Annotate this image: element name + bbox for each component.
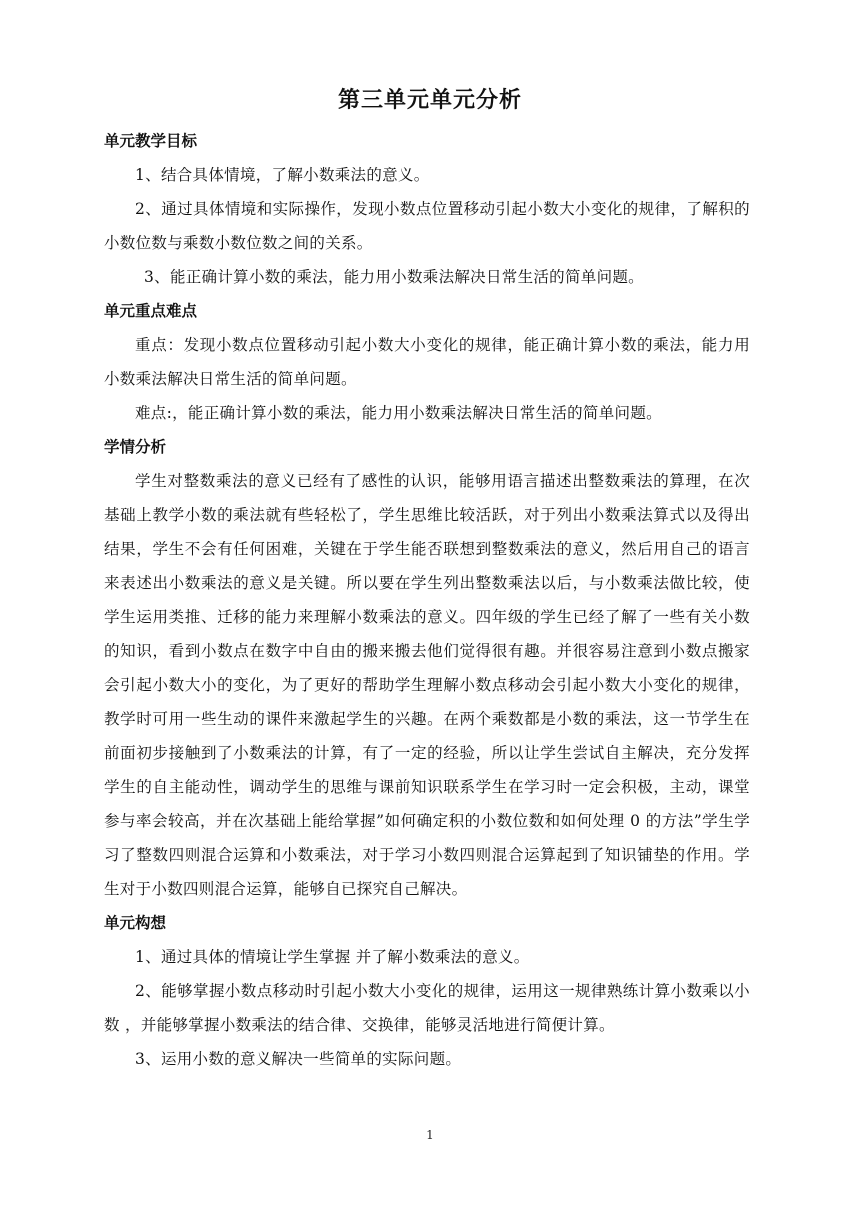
document-body (104, 124, 750, 1076)
document-title: 第三单元单元分析 (337, 88, 522, 113)
section-heading-teaching-goals: 单元教学目标 (104, 132, 198, 150)
key-points-paragraph: 重点：发现小数点位置移动引起小数大小变化的规律，能正确计算小数的乘法，能力用小数乘法解决日常生活的简单问题。 (104, 336, 750, 388)
section-heading-student-analysis: 学情分析 (104, 438, 167, 456)
plan-paragraph-2: 2、能够掌握小数点移动时引起小数大小变化的规律，运用这一规律熟练计算小数乘以小数 ，并能够掌握小数乘法的结合律、交换律，能够灵活地进行简便计算。 (104, 982, 750, 1034)
student-analysis-paragraph: 学生对整数乘法的意义已经有了感性的认识，能够用语言描述出整数乘法的算理，在次基础上教学小数的乘法就有些轻松了，学生思维比较活跃，对于列出小数乘法算式以及得出结果，学生不会有任何困难，关键在于学生能否联想到整数乘法的意义，然后用自己的语言来表述出小数乘法的意义是关键。所以要在学生列出整数乘法以后，与小数乘法做比较，使学生运用类推、迁移的能力来理解小数乘法的意义。四年级的学生已经了解了一些有关小数的知识，看到小数点在数字中自由的搬来搬去他们觉得很有趣。并很容易注意到小数点搬家会引起小数大小的变化，为了更好的帮助学生理解小数点移动会引起小数大小变化的规律，教学时可用一些生动的课件来激起学生的兴趣。在两个乘数都是小数的乘法，这一节学生在前面初步接触到了小数乘法的计算，有了一定的经验，所以让学生尝试自主解决，充分发挥学生的自主能动性，调动学生的思维与课前知识联系学生在学习时一定会积极，主动，课堂参与率会较高，并在次基础上能给掌握”如何确定积的小数位数和如何处理 0 的方法”学生学习了整数四则混合运算和小数乘法，对于学习小数四则混合运算起到了知识铺垫的作用。学生对于小数四则混合运算，能够自已探究自己解决。 (104, 472, 750, 898)
goal-paragraph-1: 1、结合具体情境，了解小数乘法的意义。 (135, 166, 430, 184)
plan-paragraph-1: 1、通过具体的情境让学生掌握 并了解小数乘法的意义。 (135, 948, 530, 966)
section-heading-unit-plan: 单元构想 (104, 914, 167, 932)
goal-paragraph-2: 2、通过具体情境和实际操作，发现小数点位置移动引起小数大小变化的规律，了解积的小数位数与乘数小数位数之间的关系。 (104, 200, 750, 252)
difficulties-paragraph: 难点:，能正确计算小数的乘法，能力用小数乘法解决日常生活的简单问题。 (135, 404, 662, 422)
section-heading-key-difficulties: 单元重点难点 (104, 302, 198, 320)
plan-paragraph-3: 3、运用小数的意义解决一些简单的实际问题。 (135, 1050, 462, 1068)
goal-paragraph-3: 3、能正确计算小数的乘法，能力用小数乘法解决日常生活的简单问题。 (144, 268, 644, 286)
page-number: 1 (426, 1128, 434, 1142)
